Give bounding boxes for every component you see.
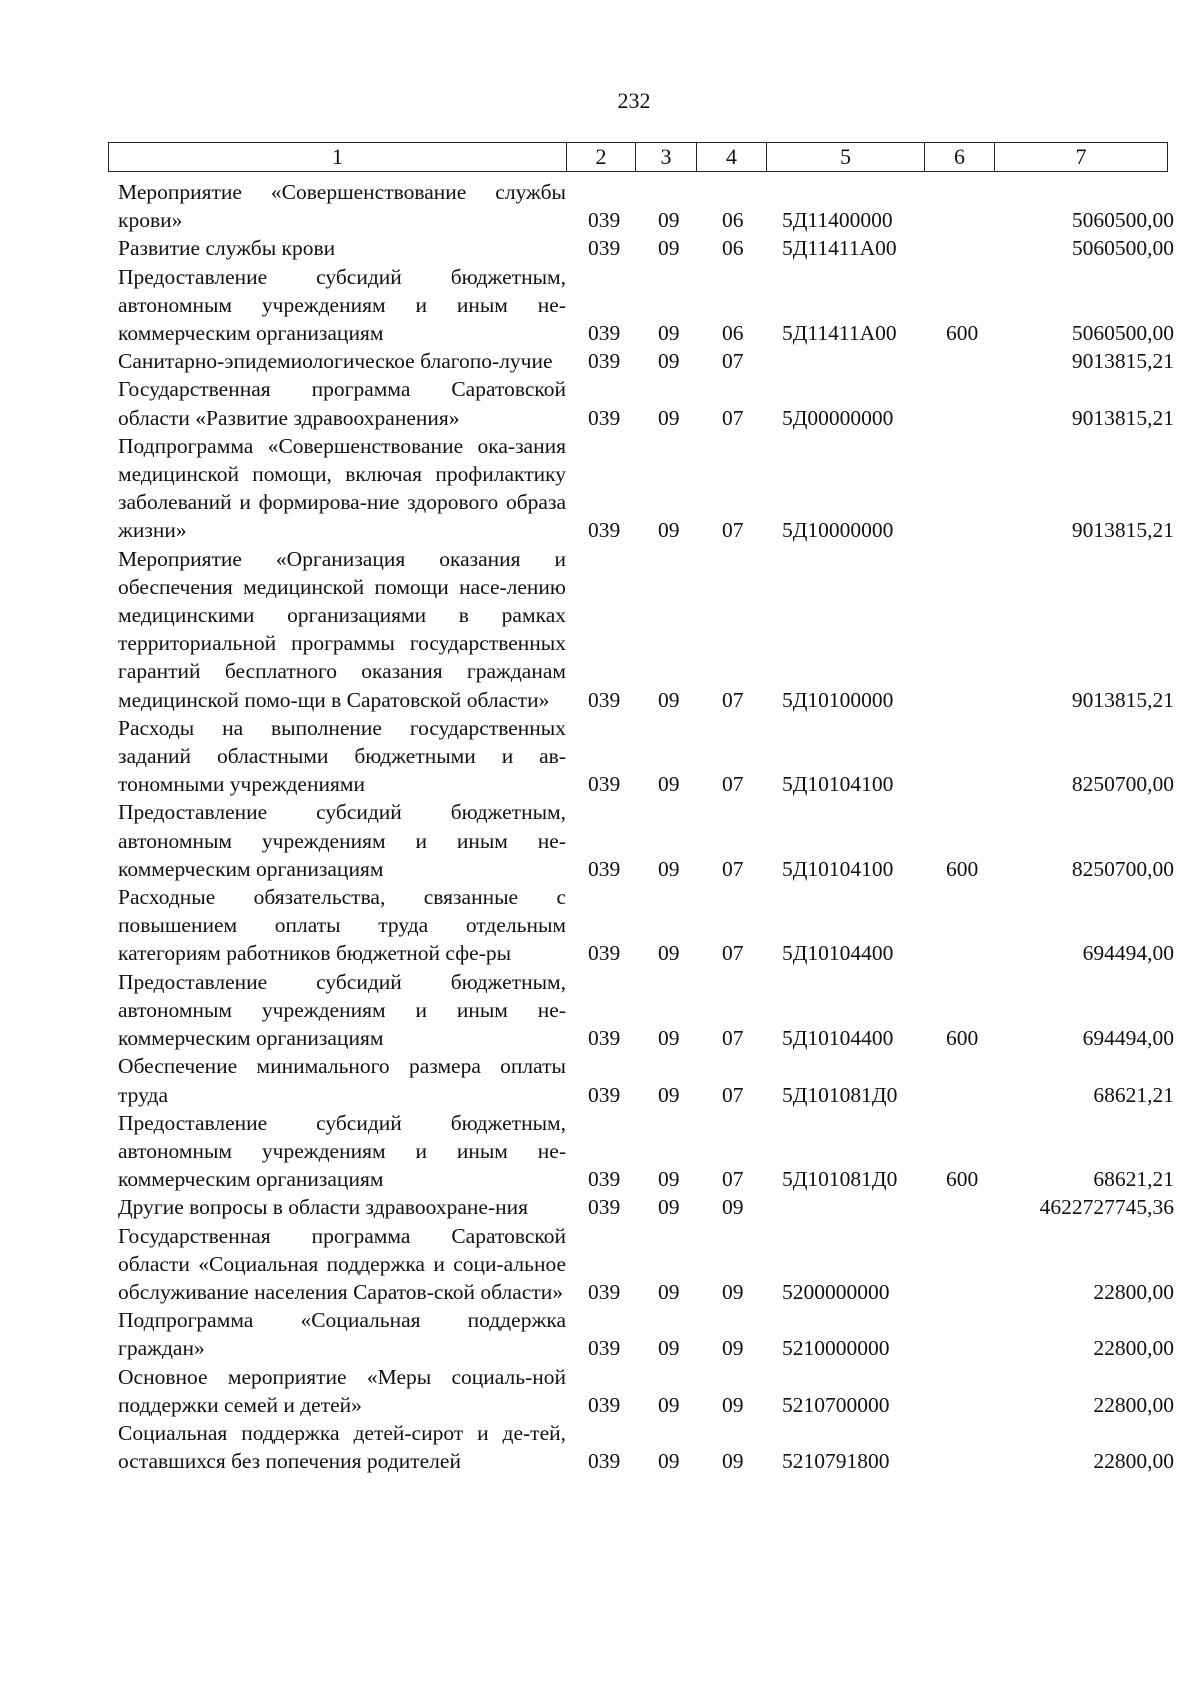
row-subsection-code: 07 bbox=[722, 1082, 744, 1107]
row-subsection-code: 06 bbox=[722, 321, 744, 346]
row-description: Подпрограмма «Социальная поддержка граждан» bbox=[118, 1308, 566, 1361]
row-subsection-code: 09 bbox=[722, 1336, 744, 1361]
row-subsection-code: 07 bbox=[722, 518, 744, 543]
row-expense-type-code: 600 bbox=[946, 1167, 979, 1192]
row-amount: 9013815,21 bbox=[1071, 518, 1174, 543]
row-target-article-code: 5Д10000000 bbox=[782, 518, 894, 543]
row-subsection-code: 09 bbox=[722, 1392, 744, 1417]
row-amount: 8250700,00 bbox=[1071, 772, 1174, 797]
row-description: Другие вопросы в области здравоохране-ния bbox=[118, 1195, 529, 1220]
table-row bbox=[118, 432, 1180, 545]
row-ministry-code: 039 bbox=[588, 856, 621, 881]
row-section-code: 09 bbox=[658, 1082, 680, 1107]
row-target-article-code: 5Д10104100 bbox=[782, 772, 894, 797]
row-section-code: 09 bbox=[658, 405, 680, 430]
row-subsection-code: 07 bbox=[722, 772, 744, 797]
row-expense-type-code: 600 bbox=[946, 1026, 979, 1051]
row-ministry-code: 039 bbox=[588, 236, 621, 261]
row-description: Предоставление субсидий бюджетным, автономным учреждениям и иным не-коммерческим организациям bbox=[118, 264, 566, 346]
row-amount: 5060500,00 bbox=[1071, 321, 1174, 346]
row-target-article-code: 5210000000 bbox=[782, 1336, 890, 1361]
row-subsection-code: 07 bbox=[722, 349, 744, 374]
table-row bbox=[118, 178, 1180, 234]
row-target-article-code: 5Д10104400 bbox=[782, 941, 894, 966]
row-target-article-code: 5Д11400000 bbox=[782, 208, 893, 233]
row-section-code: 09 bbox=[658, 772, 680, 797]
table-header bbox=[108, 142, 1168, 172]
row-expense-type-code: 600 bbox=[946, 856, 979, 881]
row-ministry-code: 039 bbox=[588, 518, 621, 543]
row-section-code: 09 bbox=[658, 941, 680, 966]
row-target-article-code: 5Д10104100 bbox=[782, 856, 894, 881]
row-amount: 22800,00 bbox=[1093, 1279, 1174, 1304]
row-subsection-code: 07 bbox=[722, 1026, 744, 1051]
row-subsection-code: 09 bbox=[722, 1195, 744, 1220]
row-subsection-code: 06 bbox=[722, 208, 744, 233]
header-col-5: 5 bbox=[767, 143, 925, 171]
row-ministry-code: 039 bbox=[588, 1195, 621, 1220]
row-ministry-code: 039 bbox=[588, 1167, 621, 1192]
row-target-article-code: 5Д101081Д0 bbox=[782, 1167, 898, 1192]
row-section-code: 09 bbox=[658, 1279, 680, 1304]
row-target-article-code: 5200000000 bbox=[782, 1279, 890, 1304]
row-description: Расходные обязательства, связанные с повышением оплаты труда отдельным категориям работников бюджетной сфе-ры bbox=[118, 885, 566, 966]
row-amount: 68621,21 bbox=[1093, 1167, 1174, 1192]
row-amount: 4622727745,36 bbox=[1039, 1195, 1174, 1220]
row-section-code: 09 bbox=[658, 349, 680, 374]
table-row bbox=[118, 1419, 1180, 1475]
row-section-code: 09 bbox=[658, 1167, 680, 1192]
row-subsection-code: 07 bbox=[722, 941, 744, 966]
page-number: 232 bbox=[617, 88, 651, 113]
row-ministry-code: 039 bbox=[588, 772, 621, 797]
row-ministry-code: 039 bbox=[588, 405, 621, 430]
row-target-article-code: 5210700000 bbox=[782, 1392, 890, 1417]
row-ministry-code: 039 bbox=[588, 1082, 621, 1107]
row-section-code: 09 bbox=[658, 518, 680, 543]
row-section-code: 09 bbox=[658, 687, 680, 712]
row-description: Подпрограмма «Совершенствование ока-зания медицинской помощи, включая профилактику заболеваний и формирова-ние здорового образа жизни» bbox=[118, 433, 566, 543]
row-description: Предоставление субсидий бюджетным, автономным учреждениям и иным не-коммерческим организациям bbox=[118, 1110, 566, 1192]
row-section-code: 09 bbox=[658, 1026, 680, 1051]
header-col-7: 7 bbox=[1075, 144, 1087, 169]
row-target-article-code: 5Д10104400 bbox=[782, 1026, 894, 1051]
row-description: Санитарно-эпидемиологическое благопо-лучие bbox=[118, 349, 553, 374]
row-amount: 9013815,21 bbox=[1071, 687, 1174, 712]
row-amount: 5060500,00 bbox=[1071, 236, 1174, 261]
row-subsection-code: 07 bbox=[722, 687, 744, 712]
row-description: Предоставление субсидий бюджетным, автономным учреждениям и иным не-коммерческим организациям bbox=[118, 969, 566, 1051]
header-col-4: 4 bbox=[697, 143, 767, 171]
table-row bbox=[118, 347, 1180, 375]
row-description: Предоставление субсидий бюджетным, автономным учреждениям и иным не-коммерческим организациям bbox=[118, 800, 566, 881]
row-target-article-code: 5Д11411А00 bbox=[782, 321, 897, 346]
table-row bbox=[118, 375, 1180, 431]
table-row bbox=[118, 263, 1180, 348]
table-row bbox=[118, 1109, 1180, 1194]
row-ministry-code: 039 bbox=[588, 941, 621, 966]
row-amount: 22800,00 bbox=[1093, 1449, 1174, 1474]
table-row bbox=[118, 968, 1180, 1053]
row-section-code: 09 bbox=[658, 1392, 680, 1417]
row-section-code: 09 bbox=[658, 236, 680, 261]
row-target-article-code: 5Д101081Д0 bbox=[782, 1082, 898, 1107]
row-description: Государственная программа Саратовской области «Социальная поддержка и соци-альное обслуживание населения Саратов-ской области» bbox=[118, 1223, 566, 1304]
table-row bbox=[118, 798, 1180, 883]
row-ministry-code: 039 bbox=[588, 1026, 621, 1051]
row-section-code: 09 bbox=[658, 1195, 680, 1220]
row-amount: 5060500,00 bbox=[1071, 208, 1174, 233]
row-section-code: 09 bbox=[658, 321, 680, 346]
row-amount: 68621,21 bbox=[1093, 1082, 1174, 1107]
row-description: Развитие службы крови bbox=[118, 236, 336, 261]
row-description: Расходы на выполнение государственных заданий областными бюджетными и ав-тономными учреждениями bbox=[118, 715, 566, 797]
header-col-6: 6 bbox=[925, 143, 995, 171]
row-ministry-code: 039 bbox=[588, 687, 621, 712]
row-amount: 694494,00 bbox=[1082, 941, 1174, 966]
table-row bbox=[118, 545, 1180, 714]
row-ministry-code: 039 bbox=[588, 208, 621, 233]
row-amount: 694494,00 bbox=[1082, 1026, 1174, 1051]
row-subsection-code: 07 bbox=[722, 405, 744, 430]
table-body bbox=[118, 178, 1180, 1475]
table-row bbox=[118, 1363, 1180, 1419]
row-section-code: 09 bbox=[658, 1336, 680, 1361]
row-subsection-code: 07 bbox=[722, 856, 744, 881]
table-row bbox=[118, 714, 1180, 799]
row-target-article-code: 5Д00000000 bbox=[782, 405, 894, 430]
row-subsection-code: 09 bbox=[722, 1449, 744, 1474]
table-row bbox=[118, 1306, 1180, 1362]
header-col-2: 2 bbox=[567, 143, 636, 171]
row-expense-type-code: 600 bbox=[946, 321, 979, 346]
row-section-code: 09 bbox=[658, 208, 680, 233]
row-section-code: 09 bbox=[658, 1449, 680, 1474]
table-row bbox=[118, 1052, 1180, 1108]
row-target-article-code: 5210791800 bbox=[782, 1449, 890, 1474]
row-subsection-code: 06 bbox=[722, 236, 744, 261]
row-ministry-code: 039 bbox=[588, 321, 621, 346]
row-target-article-code: 5Д11411А00 bbox=[782, 236, 897, 261]
row-description: Мероприятие «Организация оказания и обеспечения медицинской помощи насе-лению медицинскими организациями в рамках территориальной программы государственных гарантий бесплатного оказания гражданам медицинской помо-щи в Саратовской области» bbox=[118, 546, 566, 712]
row-amount: 9013815,21 bbox=[1071, 405, 1174, 430]
row-amount: 22800,00 bbox=[1093, 1392, 1174, 1417]
row-description: Обеспечение минимального размера оплаты труда bbox=[118, 1054, 566, 1107]
row-description: Мероприятие «Совершенствование службы крови» bbox=[118, 180, 566, 233]
table-row bbox=[118, 883, 1180, 968]
row-subsection-code: 07 bbox=[722, 1167, 744, 1192]
row-description: Социальная поддержка детей-сирот и де-тей, оставшихся без попечения родителей bbox=[118, 1420, 566, 1474]
table-row bbox=[118, 234, 1180, 262]
row-ministry-code: 039 bbox=[588, 1449, 621, 1474]
row-amount: 8250700,00 bbox=[1071, 856, 1174, 881]
row-description: Государственная программа Саратовской области «Развитие здравоохранения» bbox=[118, 377, 566, 430]
table-row bbox=[118, 1193, 1180, 1221]
row-ministry-code: 039 bbox=[588, 349, 621, 374]
row-subsection-code: 09 bbox=[722, 1279, 744, 1304]
row-ministry-code: 039 bbox=[588, 1336, 621, 1361]
header-col-3: 3 bbox=[636, 143, 697, 171]
table-row bbox=[118, 1222, 1180, 1307]
row-description: Основное мероприятие «Меры социаль-ной поддержки семей и детей» bbox=[118, 1364, 566, 1417]
row-ministry-code: 039 bbox=[588, 1279, 621, 1304]
header-col-1: 1 bbox=[109, 143, 567, 171]
row-amount: 9013815,21 bbox=[1071, 349, 1174, 374]
row-section-code: 09 bbox=[658, 856, 680, 881]
row-target-article-code: 5Д10100000 bbox=[782, 687, 894, 712]
row-ministry-code: 039 bbox=[588, 1392, 621, 1417]
row-amount: 22800,00 bbox=[1093, 1336, 1174, 1361]
